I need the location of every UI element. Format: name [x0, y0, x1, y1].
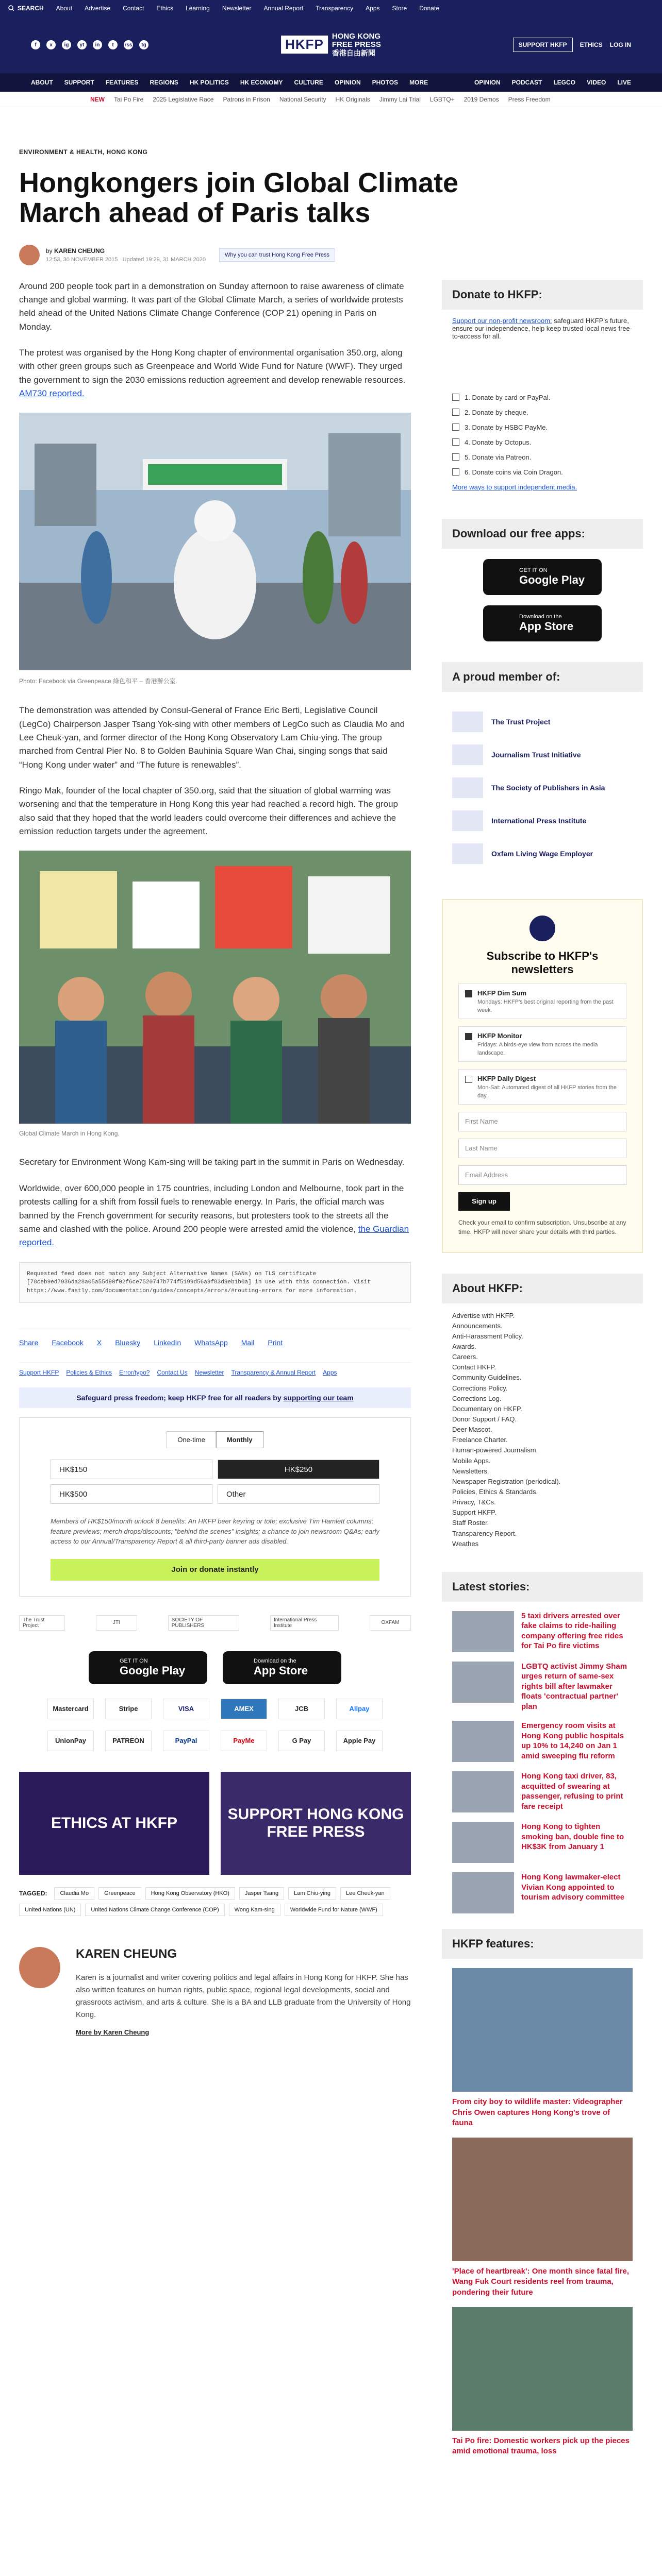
- more-ways-link[interactable]: More ways to support independent media.: [452, 483, 577, 491]
- header-actions: [513, 38, 631, 52]
- author-avatar[interactable]: [19, 245, 40, 265]
- trending-label: NEW: [90, 95, 105, 103]
- share-bar: [19, 1329, 411, 1347]
- newsletter-title: Subscribe to HKFP's newsletters: [486, 949, 599, 976]
- nav-item[interactable]: HK POLITICS: [189, 79, 229, 86]
- member-logo: [452, 777, 483, 798]
- about-links: [442, 1303, 643, 1556]
- share-label: Share: [19, 1338, 39, 1347]
- trending-item[interactable]: National Security: [279, 95, 326, 103]
- threads-icon[interactable]: t: [108, 40, 118, 49]
- about-link[interactable]: Deer Mascot.: [452, 1426, 492, 1434]
- footer-link[interactable]: Contact Us: [157, 1369, 188, 1377]
- donate-option-label: 5. Donate via Patreon.: [465, 453, 532, 461]
- sidebar-app-store[interactable]: [483, 605, 602, 641]
- patreon-icon: PATREON: [105, 1731, 152, 1751]
- about-link[interactable]: Human-powered Journalism.: [452, 1446, 538, 1454]
- paragraph: [19, 346, 411, 400]
- search-icon: [8, 5, 14, 11]
- jti-logo[interactable]: JTI: [96, 1615, 137, 1631]
- google-play-badge[interactable]: [89, 1651, 207, 1684]
- donate-option-label: 2. Donate by cheque.: [465, 408, 528, 416]
- story-title: Hong Kong taxi driver, 83, acquitted of swearing at passenger, refusing to print fare receipt: [521, 1772, 623, 1811]
- story-thumbnail: [452, 1771, 514, 1812]
- visa-icon: VISA: [163, 1699, 209, 1719]
- protest-photo-polar-bear: [19, 413, 411, 670]
- feature-image: [452, 2138, 633, 2261]
- trending-item[interactable]: HK Originals: [335, 95, 370, 103]
- about-link[interactable]: Contact HKFP.: [452, 1363, 496, 1371]
- amount-option-other[interactable]: Other: [218, 1484, 379, 1504]
- donate-option[interactable]: [452, 409, 633, 416]
- article-title: Hongkongers join Global Climate March ahead of Paris talks: [19, 167, 459, 229]
- amount-option[interactable]: HK$500: [51, 1484, 212, 1504]
- logo-line-1: HONG KONG: [332, 31, 381, 41]
- author-card-name[interactable]: KAREN CHEUNG: [76, 1946, 177, 1961]
- about-link[interactable]: Community Guidelines.: [452, 1374, 522, 1382]
- footer-link[interactable]: Transparency & Annual Report: [231, 1369, 316, 1377]
- share-linkedin[interactable]: LinkedIn: [154, 1338, 181, 1347]
- nav-item[interactable]: ABOUT: [31, 79, 53, 86]
- trending-item[interactable]: Press Freedom: [508, 95, 551, 103]
- protest-photo-signs: [19, 851, 411, 1124]
- site-header: [0, 16, 662, 73]
- story-title: LGBTQ activist Jimmy Sham urges return of same-sex rights bill after lawmaker floats 'contractual partner' plan: [521, 1662, 627, 1711]
- newsletter-option[interactable]: [458, 1026, 626, 1062]
- about-link[interactable]: Support HKFP.: [452, 1509, 496, 1517]
- guardian-link[interactable]: the Guardian reported.: [19, 1224, 409, 1248]
- nav-item[interactable]: VIDEO: [586, 79, 606, 86]
- nav-right: [474, 79, 631, 86]
- badge-small: Download on the: [254, 1657, 296, 1664]
- byline: [19, 245, 643, 265]
- trending-bar: [0, 92, 662, 107]
- tag[interactable]: Lam Chiu-ying: [288, 1887, 336, 1900]
- about-link[interactable]: Freelance Charter.: [452, 1436, 508, 1444]
- toggle-monthly[interactable]: Monthly: [216, 1431, 263, 1448]
- paragraph: The demonstration was attended by Consul-General of France Eric Berti, Legislative Council (LegCo) Chairperson Jasper Tsang Yok-sing with other members of LegCo such as Claudia Mo and Lee Cheuk-yan, and former director of the Hong Kong Observatory Lam Chiu-ying. The group marched from Central Pier No. 8 to Golden Bauhinia Square Wan Chai, singing songs that said “Hong Kong under water” and “The future is renewables”.: [19, 705, 405, 770]
- member-item[interactable]: [452, 777, 633, 798]
- donate-option-label: 4. Donate by Octopus.: [465, 438, 532, 446]
- footer-link[interactable]: Newsletter: [194, 1369, 224, 1377]
- badge-text: App Store: [254, 1664, 308, 1677]
- about-link[interactable]: Advertise with HKFP.: [452, 1311, 515, 1319]
- topbar-link[interactable]: Contact: [123, 5, 144, 12]
- member-perks: Members of HK$150/month unlock 8 benefits: An HKFP beer keyring or tote; exclusive Tim Hamlett columns; feature previews; merch drops/discounts; "behind the scenes" insights; a chance to join newsroom Q&As; early access to our Annual/Transparency Report & all third-party banner ads disabled.: [51, 1517, 379, 1546]
- telegram-icon[interactable]: tg: [139, 40, 148, 49]
- about-link[interactable]: Newsletters.: [452, 1467, 489, 1475]
- latest-heading: Latest stories:: [442, 1572, 643, 1602]
- signup-button[interactable]: Sign up: [458, 1192, 510, 1211]
- octopus-icon: [452, 438, 459, 446]
- newsletter-desc: Fridays: A birds-eye view from across the media landscape.: [477, 1041, 598, 1056]
- article-body: [19, 280, 411, 2466]
- feature-title: From city boy to wildlife master: Videographer Chris Owen captures Hong Kong's trove of fauna: [452, 2097, 623, 2127]
- feature-title: 'Place of heartbreak': One month since fatal fire, Wang Fuk Court residents reel from trauma, pondering their future: [452, 2267, 630, 2297]
- facebook-icon[interactable]: f: [31, 40, 40, 49]
- member-item[interactable]: [452, 810, 633, 831]
- member-name: Journalism Trust Initiative: [491, 750, 581, 759]
- more-by-author-link[interactable]: More by Karen Cheung: [76, 2028, 150, 2036]
- nav-item[interactable]: CULTURE: [294, 79, 323, 86]
- unionpay-icon: UnionPay: [47, 1731, 94, 1751]
- topbar-link[interactable]: Advertise: [85, 5, 111, 12]
- ethics-video[interactable]: ETHICS AT HKFP: [19, 1772, 209, 1875]
- member-heading: A proud member of:: [442, 662, 643, 692]
- member-item[interactable]: [452, 843, 633, 864]
- topbar-link[interactable]: Annual Report: [263, 5, 304, 12]
- newsletter-option-text: [477, 1075, 620, 1099]
- tag[interactable]: United Nations Climate Change Conference (COP): [85, 1904, 224, 1916]
- about-link[interactable]: Privacy, T&Cs.: [452, 1498, 496, 1506]
- badge-small: GET IT ON: [519, 567, 548, 573]
- newsletter-option-text: [477, 989, 620, 1013]
- badge-text: Google Play: [519, 573, 585, 586]
- story-thumbnail: [452, 1822, 514, 1863]
- search-button[interactable]: SEARCH: [8, 5, 44, 12]
- nav-item[interactable]: OPINION: [334, 79, 361, 86]
- latest-story[interactable]: [452, 1611, 633, 1652]
- newsletter-name: HKFP Monitor: [477, 1031, 522, 1040]
- article-dates: [46, 257, 206, 263]
- trust-project-logo[interactable]: The Trust Project: [19, 1615, 65, 1631]
- donate-spacer: [452, 340, 633, 386]
- about-heading: About HKFP:: [442, 1274, 643, 1303]
- story-title: Hong Kong lawmaker-elect Vivian Kong appointed to tourism advisory committee: [521, 1873, 625, 1902]
- promo-videos: [19, 1772, 411, 1875]
- first-name-input[interactable]: First Name: [458, 1112, 626, 1131]
- share-mail[interactable]: Mail: [241, 1338, 255, 1347]
- stripe-icon: Stripe: [105, 1699, 152, 1719]
- tag[interactable]: Lee Cheuk-yan: [340, 1887, 390, 1900]
- paragraph: Ringo Mak, founder of the local chapter of 350.org, said that the situation of global warming was worsening and that the temperature in Hong Kong this year had reached a record high. The group also said that they hoped that the world leaders could overcome their differences and achieve the emission reduction targets under the agreement.: [19, 786, 398, 837]
- amex-icon: AMEX: [221, 1699, 267, 1719]
- trust-logos: [19, 1615, 411, 1631]
- publish-date: 12:53, 30 NOVEMBER 2015: [46, 256, 118, 263]
- newsletter-signup: [442, 899, 643, 1253]
- member-item[interactable]: [452, 711, 633, 732]
- share-x[interactable]: X: [96, 1338, 102, 1347]
- article-category[interactable]: ENVIRONMENT & HEALTH, HONG KONG: [19, 148, 148, 156]
- payment-methods: [19, 1699, 411, 1751]
- donate-option[interactable]: [452, 394, 633, 401]
- frequency-toggle: [51, 1431, 379, 1448]
- last-name-input[interactable]: Last Name: [458, 1139, 626, 1158]
- support-hkfp-button[interactable]: SUPPORT HKFP: [513, 38, 573, 52]
- about-link[interactable]: Weathes: [452, 1539, 479, 1548]
- apps-heading: Download our free apps:: [442, 519, 643, 549]
- app-store-badge[interactable]: [223, 1651, 341, 1684]
- paragraph: Secretary for Environment Wong Kam-sing will be taking part in the summit in Paris on Wednesday.: [19, 1157, 405, 1167]
- about-link[interactable]: Corrections Policy.: [452, 1384, 508, 1392]
- newsletter-desc: Mon-Sat: Automated digest of all HKFP stories from the day.: [477, 1084, 617, 1099]
- trending-item[interactable]: 2019 Demos: [464, 95, 499, 103]
- nav-item[interactable]: FEATURES: [105, 79, 139, 86]
- paragraph-text: The protest was organised by the Hong Kong chapter of environmental organisation 350.org, along with other green groups such as Greenpeace and World Wide Fund for Nature (WWF). They urged the government to sign the 2030 emissions reduction agreement and develop renewable resources.: [19, 348, 406, 385]
- trending-item[interactable]: Jimmy Lai Trial: [379, 95, 421, 103]
- x-icon[interactable]: x: [46, 40, 56, 49]
- footer-link[interactable]: Support HKFP: [19, 1369, 59, 1377]
- about-link[interactable]: Transparency Report.: [452, 1529, 517, 1537]
- latest-story[interactable]: [452, 1771, 633, 1812]
- donate-widget: [19, 1417, 411, 1597]
- topbar-link[interactable]: Store: [392, 5, 407, 12]
- features-heading: HKFP features:: [442, 1929, 643, 1959]
- article-photo-1: [19, 413, 411, 670]
- newsletter-option[interactable]: [458, 984, 626, 1019]
- paragraph: Around 200 people took part in a demonstration on Sunday afternoon to raise awareness of climate change and global warming. It was part of the Global Climate March, a series of worldwide protests held ahead of the United Nations Climate Change Conference (COP 21) opening in Paris on Monday.: [19, 281, 404, 332]
- tag[interactable]: Wong Kam-sing: [229, 1904, 280, 1916]
- main-nav: [0, 73, 662, 92]
- about-link[interactable]: Staff Roster.: [452, 1519, 489, 1527]
- author-card-avatar[interactable]: [19, 1947, 60, 1988]
- patreon-icon: [452, 453, 459, 461]
- updated-date: Updated 19:29, 31 MARCH 2020: [122, 256, 206, 263]
- embed-error: Requested feed does not match any Subject Alternative Names (SANs) on TLS certificate [78ceb9ed7936da28a05a55d90f02f6ce7520747b774f5199d56a9f83d9eb1b0a] in use with this connection. Visit https://www.fastly.com/documentation/guides/concepts/errors/#routing-errors for more information.: [19, 1262, 411, 1303]
- latest-story[interactable]: [452, 1822, 633, 1863]
- newsletter-option[interactable]: [458, 1069, 626, 1105]
- footer-link[interactable]: Error/typo?: [119, 1369, 150, 1377]
- badge-small: Download on the: [519, 613, 562, 620]
- about-link[interactable]: Newspaper Registration (periodical).: [452, 1477, 561, 1485]
- byline-text: [46, 247, 206, 263]
- paragraph-text: Worldwide, over 600,000 people in 175 countries, including London and Melbourne, took part in the protests calling for a shift from fossil fuels to renewable energy. In Paris, the official march was banned by the French government for security reasons, but protesters took to the streets all the same and clashed with the police. Around 200 people were arrested amid the violence,: [19, 1183, 404, 1234]
- topbar-link[interactable]: Learning: [186, 5, 210, 12]
- top-utility-bar: [0, 0, 662, 16]
- share-bluesky[interactable]: Bluesky: [115, 1338, 141, 1347]
- join-donate-button[interactable]: Join or donate instantly: [51, 1559, 379, 1581]
- newsletter-name: HKFP Daily Digest: [477, 1074, 536, 1082]
- topbar-link[interactable]: Apps: [366, 5, 380, 12]
- author-card: [19, 1947, 411, 2036]
- donate-intro: [452, 317, 633, 340]
- nav-item[interactable]: SUPPORT: [64, 79, 94, 86]
- feature-image: [452, 2307, 633, 2431]
- mastercard-icon: Mastercard: [47, 1699, 94, 1719]
- amount-option[interactable]: HK$150: [51, 1460, 212, 1479]
- donate-option-label: 6. Donate coins via Coin Dragon.: [465, 468, 563, 476]
- donate-option[interactable]: [452, 453, 633, 461]
- sidebar: [442, 280, 643, 2466]
- tag[interactable]: Jasper Tsang: [239, 1887, 284, 1900]
- support-video[interactable]: SUPPORT HONG KONG FREE PRESS: [221, 1772, 411, 1875]
- story-thumbnail: [452, 1662, 514, 1703]
- feature-image: [452, 1968, 633, 2092]
- photo-caption: Global Climate March in Hong Kong.: [19, 1130, 120, 1138]
- trending-item[interactable]: Tai Po Fire: [114, 95, 144, 103]
- trending-item[interactable]: LGBTQ+: [429, 95, 455, 103]
- latest-story[interactable]: [452, 1721, 633, 1762]
- social-links: [31, 40, 148, 49]
- toggle-one-time[interactable]: One-time: [167, 1431, 216, 1448]
- about-link[interactable]: Documentary on HKFP.: [452, 1404, 522, 1413]
- story-thumbnail: [452, 1721, 514, 1762]
- member-name: The Society of Publishers in Asia: [491, 783, 605, 792]
- sidebar-google-play[interactable]: [483, 559, 602, 595]
- footer-link[interactable]: Policies & Ethics: [66, 1369, 112, 1377]
- newsletter-name: HKFP Dim Sum: [477, 989, 527, 997]
- badge-text: App Store: [519, 619, 574, 633]
- jcb-icon: JCB: [278, 1699, 325, 1719]
- member-item[interactable]: [452, 744, 633, 765]
- instagram-icon[interactable]: ig: [62, 40, 71, 49]
- story-title: Emergency room visits at Hong Kong public hospitals up 10% to 14,240 on Jan 1 amid sweeping flu reform: [521, 1721, 624, 1760]
- member-name: The Trust Project: [491, 717, 551, 726]
- paragraph: [19, 1182, 411, 1250]
- story-thumbnail: [452, 1872, 514, 1913]
- footer-link[interactable]: Apps: [323, 1369, 337, 1377]
- author-card-body: [76, 1947, 411, 2036]
- oxfam-logo[interactable]: OXFAM: [370, 1615, 411, 1631]
- checkbox-checked[interactable]: [465, 990, 472, 997]
- story-title: 5 taxi drivers arrested over fake claims to ride-hailing company offering free rides for Tai Po fire victims: [521, 1611, 623, 1651]
- share-print[interactable]: Print: [268, 1338, 283, 1347]
- logo-chinese: 香港自由新聞: [332, 48, 375, 57]
- logo-text: [332, 32, 381, 57]
- rss-icon[interactable]: rss: [124, 40, 133, 49]
- feature-story[interactable]: [452, 1968, 633, 2128]
- newsletter-icon: [529, 916, 555, 941]
- logo-line-2: FREE PRESS: [332, 40, 381, 49]
- topbar-link[interactable]: Transparency: [316, 5, 354, 12]
- about-link[interactable]: Donor Support / FAQ.: [452, 1415, 517, 1423]
- logo-mark: HKFP: [281, 36, 328, 54]
- cheque-icon: [452, 409, 459, 416]
- checkbox-unchecked[interactable]: [465, 1076, 472, 1083]
- donate-option-label: 1. Donate by card or PayPal.: [465, 393, 551, 401]
- feature-story[interactable]: [452, 2138, 633, 2298]
- paypal-icon: PayPal: [163, 1731, 209, 1751]
- member-logo: [452, 843, 483, 864]
- donate-option[interactable]: [452, 423, 633, 431]
- ipi-logo[interactable]: International Press Institute: [270, 1615, 339, 1631]
- youtube-icon[interactable]: yt: [77, 40, 87, 49]
- share-facebook[interactable]: Facebook: [52, 1338, 84, 1347]
- gpay-icon: G Pay: [278, 1731, 325, 1751]
- author-bio: Karen is a journalist and writer covering politics and legal affairs in Hong Kong for HKFP. She has also written features on human rights, public space, regional legal developments, social and grassroots activism, and arts & culture. She is a BA and LLB graduate from the University of Hong Kong.: [76, 1973, 411, 2019]
- about-link[interactable]: Policies, Ethics & Standards.: [452, 1488, 538, 1496]
- about-link[interactable]: Careers.: [452, 1353, 478, 1361]
- payme-icon: PayMe: [221, 1731, 267, 1751]
- banner-link[interactable]: supporting our team: [283, 1394, 354, 1402]
- donate-heading: Donate to HKFP:: [442, 280, 643, 310]
- donate-section: [442, 310, 643, 498]
- topbar-link[interactable]: Newsletter: [222, 5, 252, 12]
- about-link[interactable]: Corrections Log.: [452, 1394, 502, 1402]
- nav-item[interactable]: MORE: [409, 79, 428, 86]
- login-link[interactable]: LOG IN: [609, 41, 631, 48]
- member-logo: [452, 711, 483, 732]
- applepay-icon: Apple Pay: [336, 1731, 383, 1751]
- nav-item[interactable]: HK ECONOMY: [240, 79, 283, 86]
- card-icon: [452, 394, 459, 401]
- banner-text: Safeguard press freedom; keep HKFP free for all readers by: [76, 1394, 282, 1402]
- alipay-icon: Alipay: [336, 1699, 383, 1719]
- member-logo: [452, 744, 483, 765]
- feature-title: Tai Po fire: Domestic workers pick up the pieces amid emotional trauma, loss: [452, 2436, 630, 2456]
- article-footer-links: [19, 1362, 411, 1376]
- author-name[interactable]: KAREN CHEUNG: [54, 247, 105, 255]
- topbar-link[interactable]: Donate: [419, 5, 439, 12]
- article-photo-2: [19, 851, 411, 1124]
- linkedin-icon[interactable]: in: [93, 40, 102, 49]
- tag[interactable]: Claudia Mo: [54, 1887, 94, 1900]
- am730-link[interactable]: AM730 reported.: [19, 388, 85, 399]
- byline-prefix: by: [46, 247, 53, 255]
- badge-text: Google Play: [120, 1664, 186, 1677]
- member-name: International Press Institute: [491, 816, 587, 825]
- about-link[interactable]: Mobile Apps.: [452, 1456, 491, 1465]
- nav-item[interactable]: PHOTOS: [372, 79, 399, 86]
- trust-link[interactable]: Why you can trust Hong Kong Free Press: [219, 248, 335, 262]
- member-list: [442, 692, 643, 884]
- tag[interactable]: United Nations (UN): [19, 1904, 81, 1916]
- donate-intro-link[interactable]: Support our non-profit newsroom:: [452, 316, 552, 325]
- about-link[interactable]: Announcements.: [452, 1321, 503, 1330]
- nav-item[interactable]: LEGCO: [553, 79, 575, 86]
- about-link[interactable]: Anti-Harassment Policy.: [452, 1332, 523, 1340]
- amount-options: [51, 1460, 379, 1504]
- latest-story[interactable]: [452, 1662, 633, 1712]
- donate-intro-text: safeguard HKFP's future, ensure our independence, help keep trusted local news free-to-access for all.: [452, 316, 633, 340]
- checkbox-checked[interactable]: [465, 1033, 472, 1040]
- tag[interactable]: Worldwide Fund for Nature (WWF): [285, 1904, 383, 1916]
- amount-option-selected[interactable]: HK$250: [218, 1460, 379, 1479]
- tag[interactable]: Greenpeace: [98, 1887, 141, 1900]
- donate-option-label: 3. Donate by HSBC PayMe.: [465, 423, 548, 431]
- email-input[interactable]: Email Address: [458, 1165, 626, 1185]
- member-logo: [452, 810, 483, 831]
- topbar-link[interactable]: Ethics: [156, 5, 174, 12]
- newsletter-desc: Mondays: HKFP's best original reporting from the past week.: [477, 998, 614, 1013]
- tags-label: TAGGED:: [19, 1889, 47, 1897]
- trending-item[interactable]: 2025 Legislative Race: [153, 95, 214, 103]
- press-freedom-banner: [19, 1387, 411, 1408]
- story-title: Hong Kong to tighten smoking ban, double fine to HK$3K from January 1: [521, 1822, 624, 1852]
- nav-item[interactable]: PODCAST: [511, 79, 542, 86]
- nav-item[interactable]: LIVE: [617, 79, 631, 86]
- article-tags: [19, 1887, 411, 1916]
- share-whatsapp[interactable]: WhatsApp: [194, 1338, 228, 1347]
- app-store-badges: [19, 1651, 411, 1684]
- sopa-logo[interactable]: SOCIETY OF PUBLISHERS: [168, 1615, 239, 1631]
- feature-story[interactable]: [452, 2307, 633, 2457]
- nav-item[interactable]: OPINION: [474, 79, 501, 86]
- site-logo[interactable]: [281, 32, 381, 57]
- latest-story[interactable]: [452, 1872, 633, 1913]
- coin-icon: [452, 468, 459, 476]
- ethics-link[interactable]: ETHICS: [580, 41, 603, 48]
- page-container: [19, 148, 643, 2466]
- member-name: Oxfam Living Wage Employer: [491, 849, 593, 858]
- donate-option[interactable]: [452, 438, 633, 446]
- story-thumbnail: [452, 1611, 514, 1652]
- newsletter-option-text: [477, 1032, 620, 1056]
- payme-icon: [452, 423, 459, 431]
- topbar-link[interactable]: About: [56, 5, 73, 12]
- content-layout: [19, 280, 643, 2466]
- nav-item[interactable]: REGIONS: [150, 79, 178, 86]
- photo-caption: Photo: Facebook via Greenpeace 綠色和平 – 香港辦公室.: [19, 677, 177, 685]
- about-link[interactable]: Awards.: [452, 1343, 476, 1351]
- trending-item[interactable]: Patrons in Prison: [223, 95, 270, 103]
- badge-small: GET IT ON: [120, 1657, 148, 1664]
- newsletter-note: Check your email to confirm subscription. Unsubscribe at any time. HKFP will never share your details with third parties.: [458, 1218, 626, 1235]
- tag[interactable]: Hong Kong Observatory (HKO): [145, 1887, 235, 1900]
- donate-option[interactable]: [452, 468, 633, 476]
